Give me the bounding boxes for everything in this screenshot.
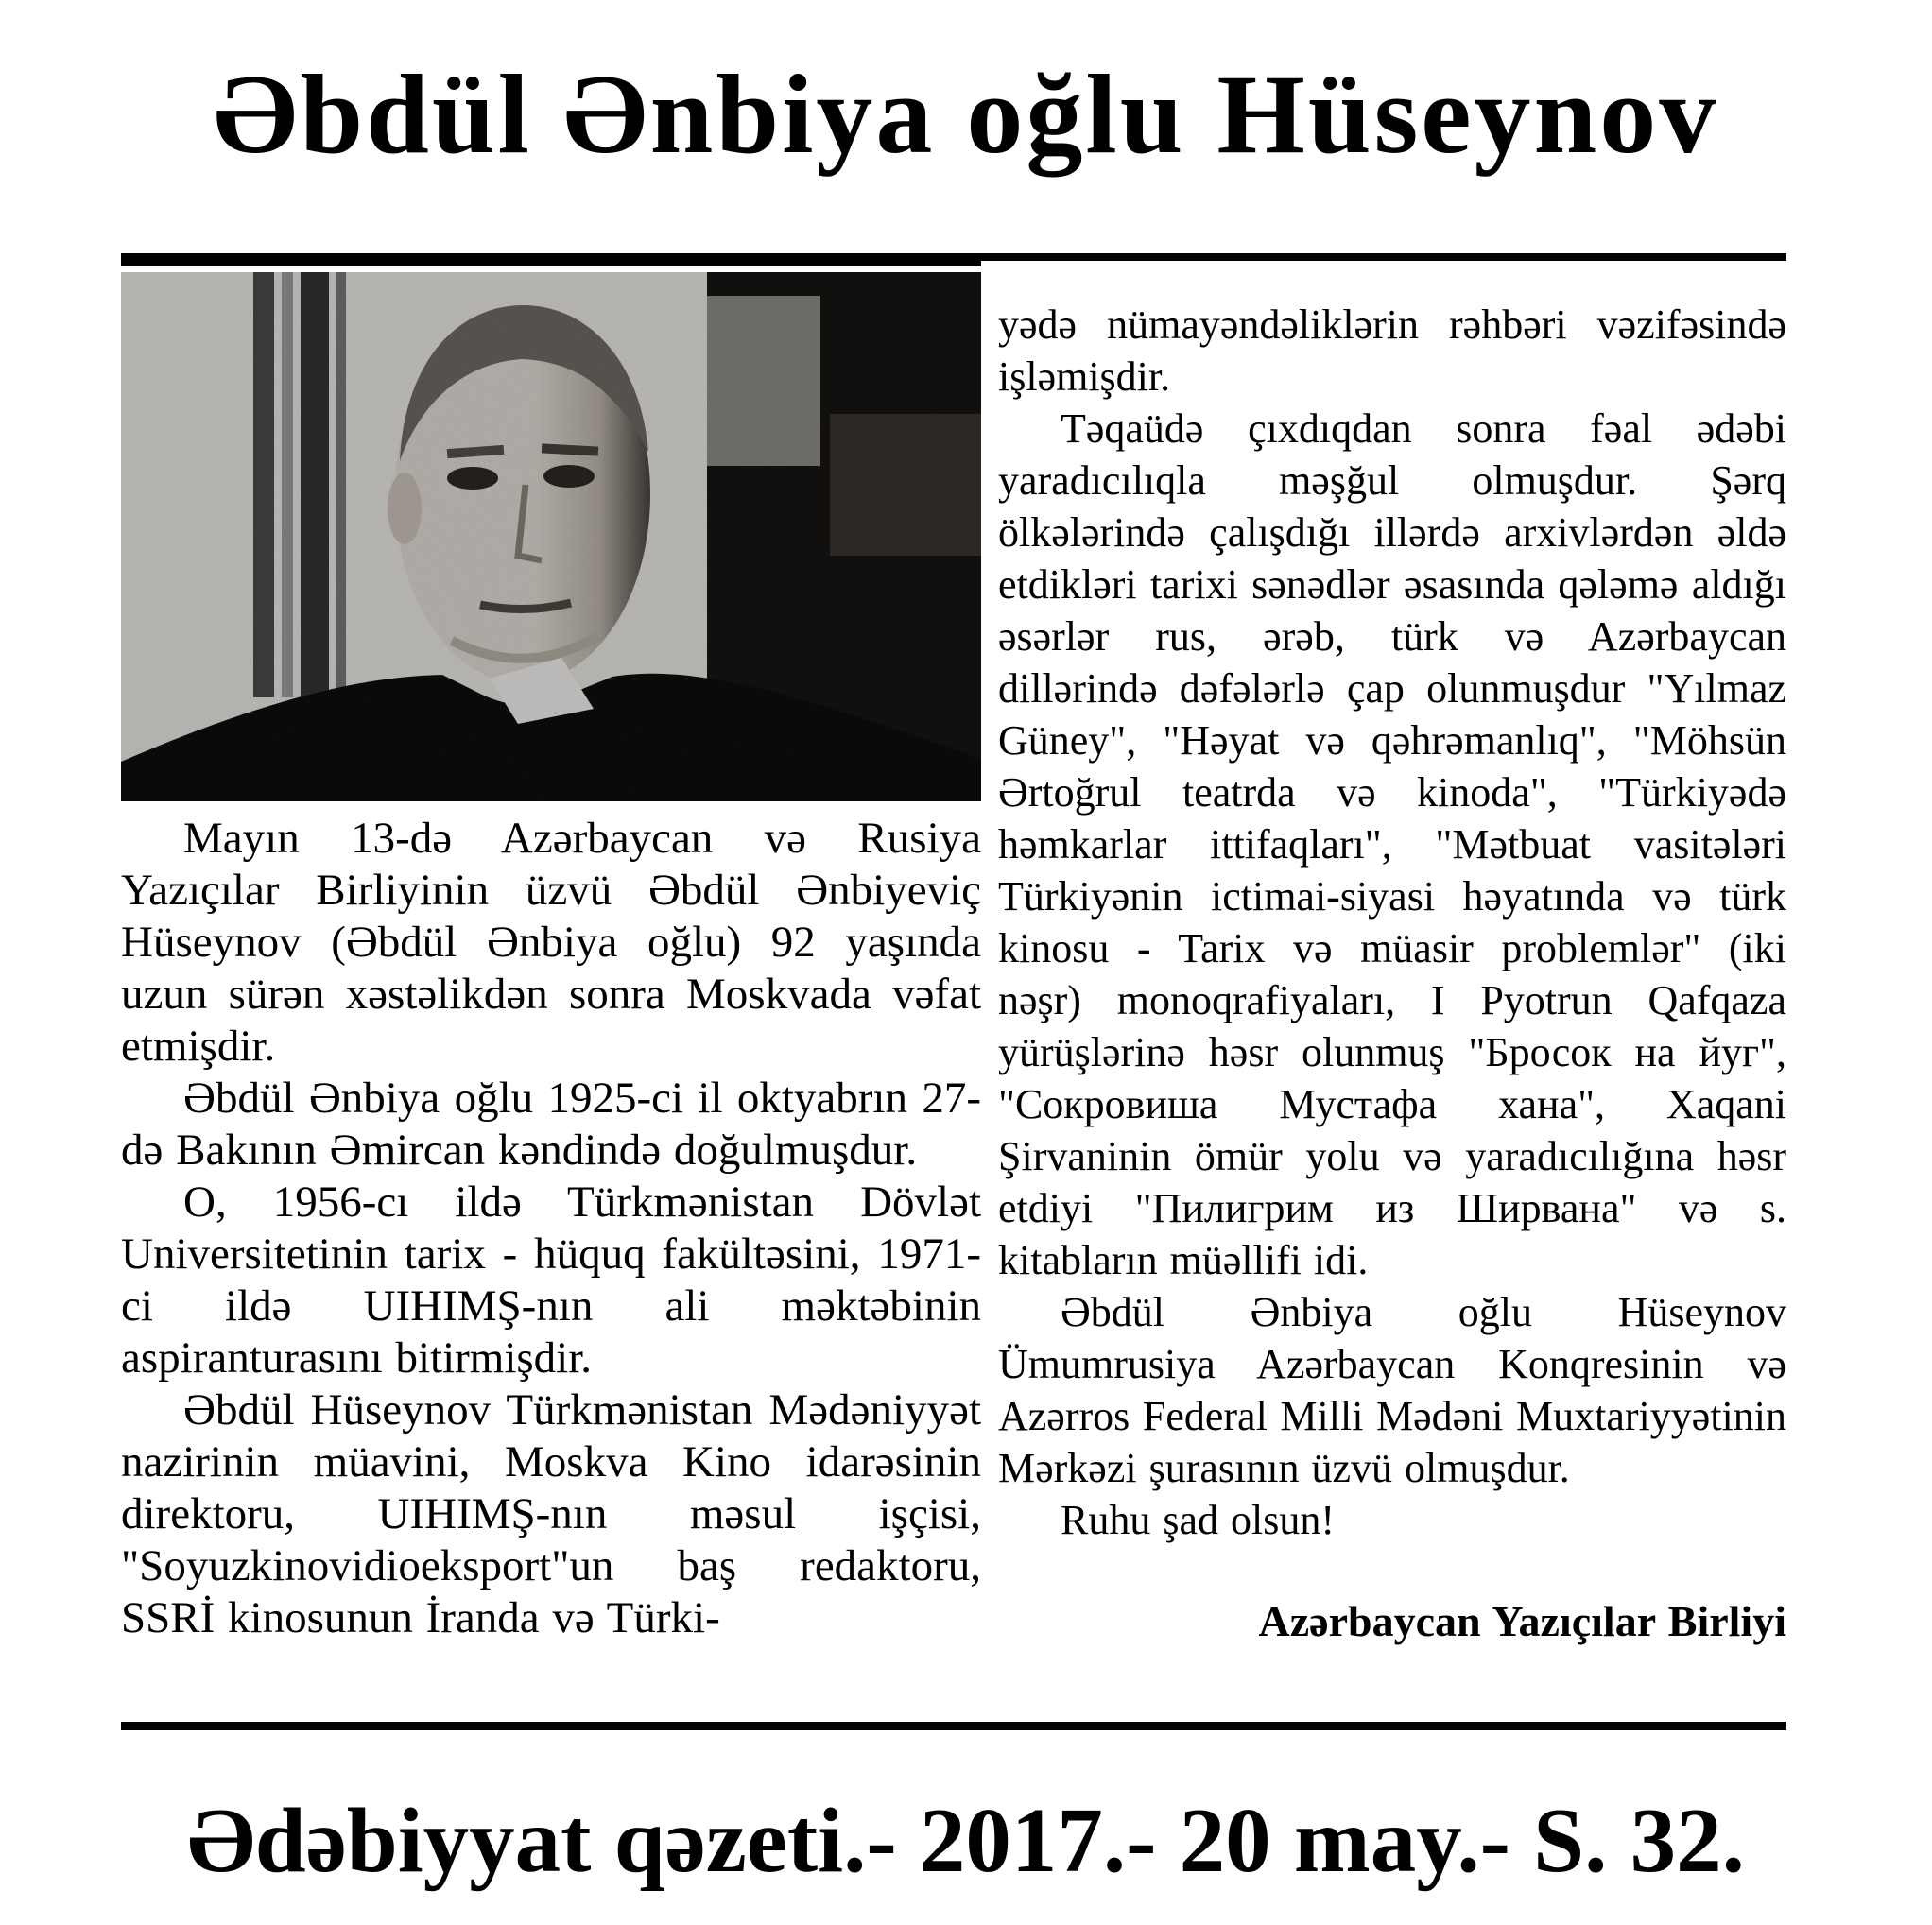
top-rule-right	[981, 253, 1786, 261]
citation-footer: Ədəbiyyat qəzeti.- 2017.- 20 may.- S. 32.	[187, 1790, 1745, 1891]
paragraph: Əbdül Ənbiya oğlu 1925-ci il oktyabrın 27-də Bakının Əmircan kəndində doğulmuşdur.	[121, 1074, 981, 1175]
paragraph: yədə nümayəndəliklərin rəhbəri vəzifəsində işləmişdir.	[998, 301, 1786, 400]
right-column	[998, 299, 1786, 1647]
portrait-photo	[121, 272, 981, 801]
signature: Azərbaycan Yazıçılar Birliyi	[1258, 1597, 1786, 1645]
paragraph: O, 1956-cı ildə Türkmənistan Dövlət Universitetinin tarix - hüquq fakültəsini, 1971-ci ildə UIHIMŞ-nın ali məktəbinin aspiranturasını bitirmişdir.	[121, 1177, 981, 1383]
article-title: Əbdül Ənbiya oğlu Hüseynov	[213, 51, 1719, 177]
portrait-photo-graphic	[121, 272, 981, 801]
left-column	[121, 813, 981, 1644]
paragraph: Əbdül Hüseynov Türkmənistan Mədəniyyət nazirinin müavini, Moskva Kino idarəsinin direktoru, UIHIMŞ-nın məsul işçisi, "Soyuzkinovidioeksport"un baş redaktoru, SSRİ kinosunun İranda və Türki-	[121, 1385, 981, 1642]
paragraph: Ruhu şad olsun!	[1061, 1497, 1335, 1543]
top-rule-left	[121, 253, 981, 266]
paragraph: Əbdül Ənbiya oğlu Hüseynov Ümumrusiya Azərbaycan Konqresinin və Azərros Federal Milli Mədəni Muxtariyyətinin Mərkəzi şurasının üzvü olmuşdur.	[998, 1289, 1786, 1491]
bottom-rule	[121, 1722, 1786, 1730]
paragraph: Mayın 13-də Azərbaycan və Rusiya Yazıçılar Birliyinin üzvü Əbdül Ənbiyeviç Hüseynov (Əbdül Ənbiya oğlu) 92 yaşında uzun sürən xəstəlikdən sonra Moskvada vəfat etmişdir.	[121, 814, 981, 1071]
paragraph: Təqaüdə çıxdıqdan sonra fəal ədəbi yaradıcılıqla məşğul olmuşdur. Şərq ölkələrində çalışdığı illərdə arxivlərdən əldə etdikləri tarixi sənədlər əsasında qələmə aldığı əsərlər rus, ərəb, türk və Azərbaycan dillərində dəfələrlə çap olunmuşdur "Yılmaz Güney", "Həyat və qəhrəmanlıq", "Möhsün Ərtoğrul teatrda və kinoda", "Türkiyədə həmkarlar ittifaqları", "Mətbuat vasitələri Türkiyənin ictimai-siyasi həyatında və türk kinosu - Tarix və müasir problemlər" (iki nəşr) monoqrafiyaları, I Pyotrun Qafqaza yürüşlərinə həsr olunmuş "Бросок на йуг", "Сокровиша Мустафа хана", Xaqani Şirvaninin ömür yolu və yaradıcılığına həsr etdiyi "Пилигрим из Ширвана" və s. kitabların müəllifi idi.	[998, 405, 1786, 1283]
